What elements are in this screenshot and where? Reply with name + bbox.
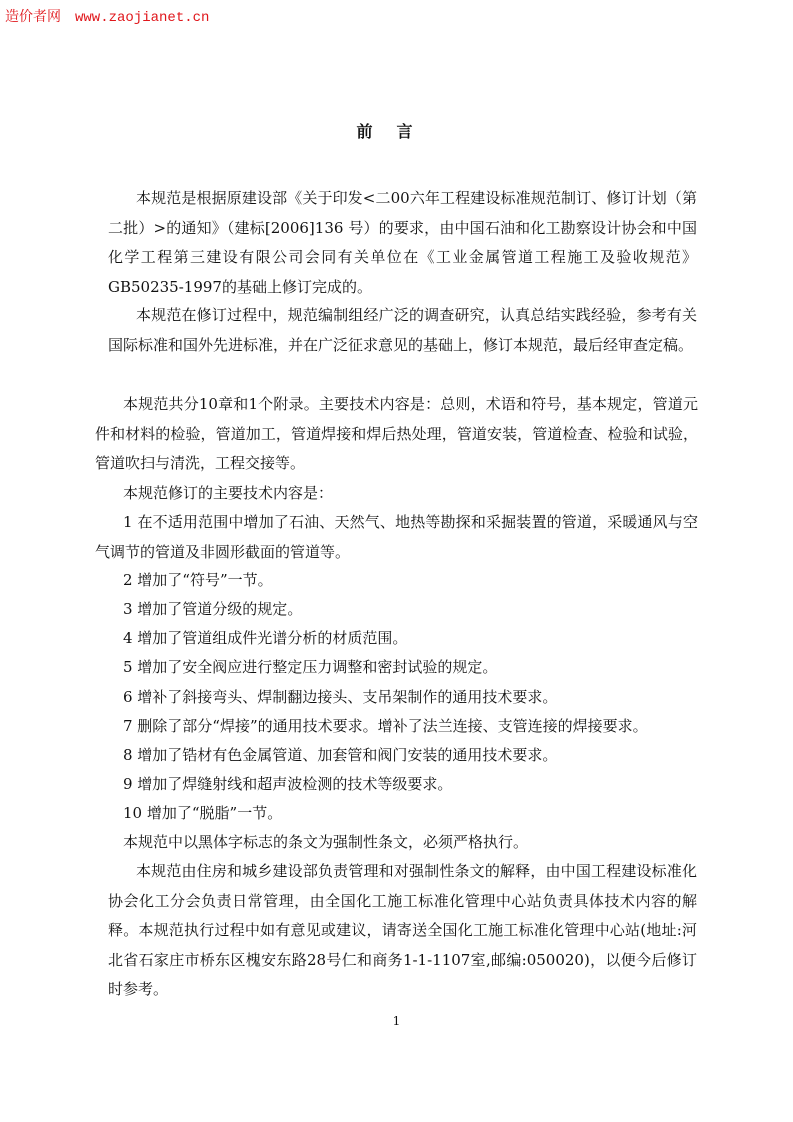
revision-item-9: 9 增加了焊缝射线和超声波检测的技术等级要求。 [123,775,453,793]
watermark-name: 造价者网 [5,9,61,25]
revision-item-1: 1 在不适用范围中增加了石油、天然气、地热等勘探和采掘装置的管道，采暖通风与空气调节的管道及非圆形截面的管道等。 [95,513,698,561]
paragraph-basis: 本规范是根据原建设部《关于印发<二00六年工程建设标准规范制订、修订计划（第二批）>的通知》（建标[2006]136 号）的要求，由中国石油和化工勘察设计协会和中国化学工程第三建设有限公司会同有关单位在《工业金属管道工程施工及验收规范》GB50235-1997的基础上修订完成的。 [108,189,697,296]
paragraph-management: 本规范由住房和城乡建设部负责管理和对强制性条文的解释，由中国工程建设标准化协会化工分会负责日常管理，由全国化工施工标准化管理中心站负责具体技术内容的解释。本规范执行过程中如有意见或建议，请寄送全国化工施工标准化管理中心站(地址:河北省石家庄市桥东区槐安东路28号仁和商务1-1-1107室,邮编:050020)，以便今后修订时参考。 [108,862,697,998]
revision-item-6: 6 增补了斜接弯头、焊制翻边接头、支吊架制作的通用技术要求。 [123,688,558,706]
paragraph-contents: 本规范共分10章和1个附录。主要技术内容是：总则，术语和符号，基本规定，管道元件和材料的检验，管道加工，管道焊接和焊后热处理，管道安装，管道检查、检验和试验，管道吹扫与清洗，工程交接等。 [95,395,698,472]
paragraph-revision-process: 本规范在修订过程中，规范编制组经广泛的调查研究，认真总结实践经验，参考有关国际标准和国外先进标准，并在广泛征求意见的基础上，修订本规范，最后经审查定稿。 [108,306,697,354]
revision-item-10: 10 增加了“脱脂”一节。 [123,804,283,822]
revision-item-3: 3 增加了管道分级的规定。 [123,600,303,618]
paragraph-revision-intro: 本规范修订的主要技术内容是： [123,484,334,502]
watermark-url: www.zaojianet.cn [75,10,210,26]
revision-item-8: 8 增加了锆材有色金属管道、加套管和阀门安装的通用技术要求。 [123,746,558,764]
page-number: 1 [392,1014,401,1028]
revision-item-2: 2 增加了“符号”一节。 [123,571,273,589]
paragraph-mandatory: 本规范中以黑体字标志的条文为强制性条文，必须严格执行。 [123,833,529,851]
watermark [5,6,209,26]
revision-item-5: 5 增加了安全阀应进行整定压力调整和密封试验的规定。 [123,658,498,676]
revision-item-4: 4 增加了管道组成件光谱分析的材质范围。 [123,629,408,647]
page-title: 前言 [356,122,437,141]
revision-item-7: 7 删除了部分“焊接”的通用技术要求。增补了法兰连接、支管连接的焊接要求。 [123,717,648,735]
